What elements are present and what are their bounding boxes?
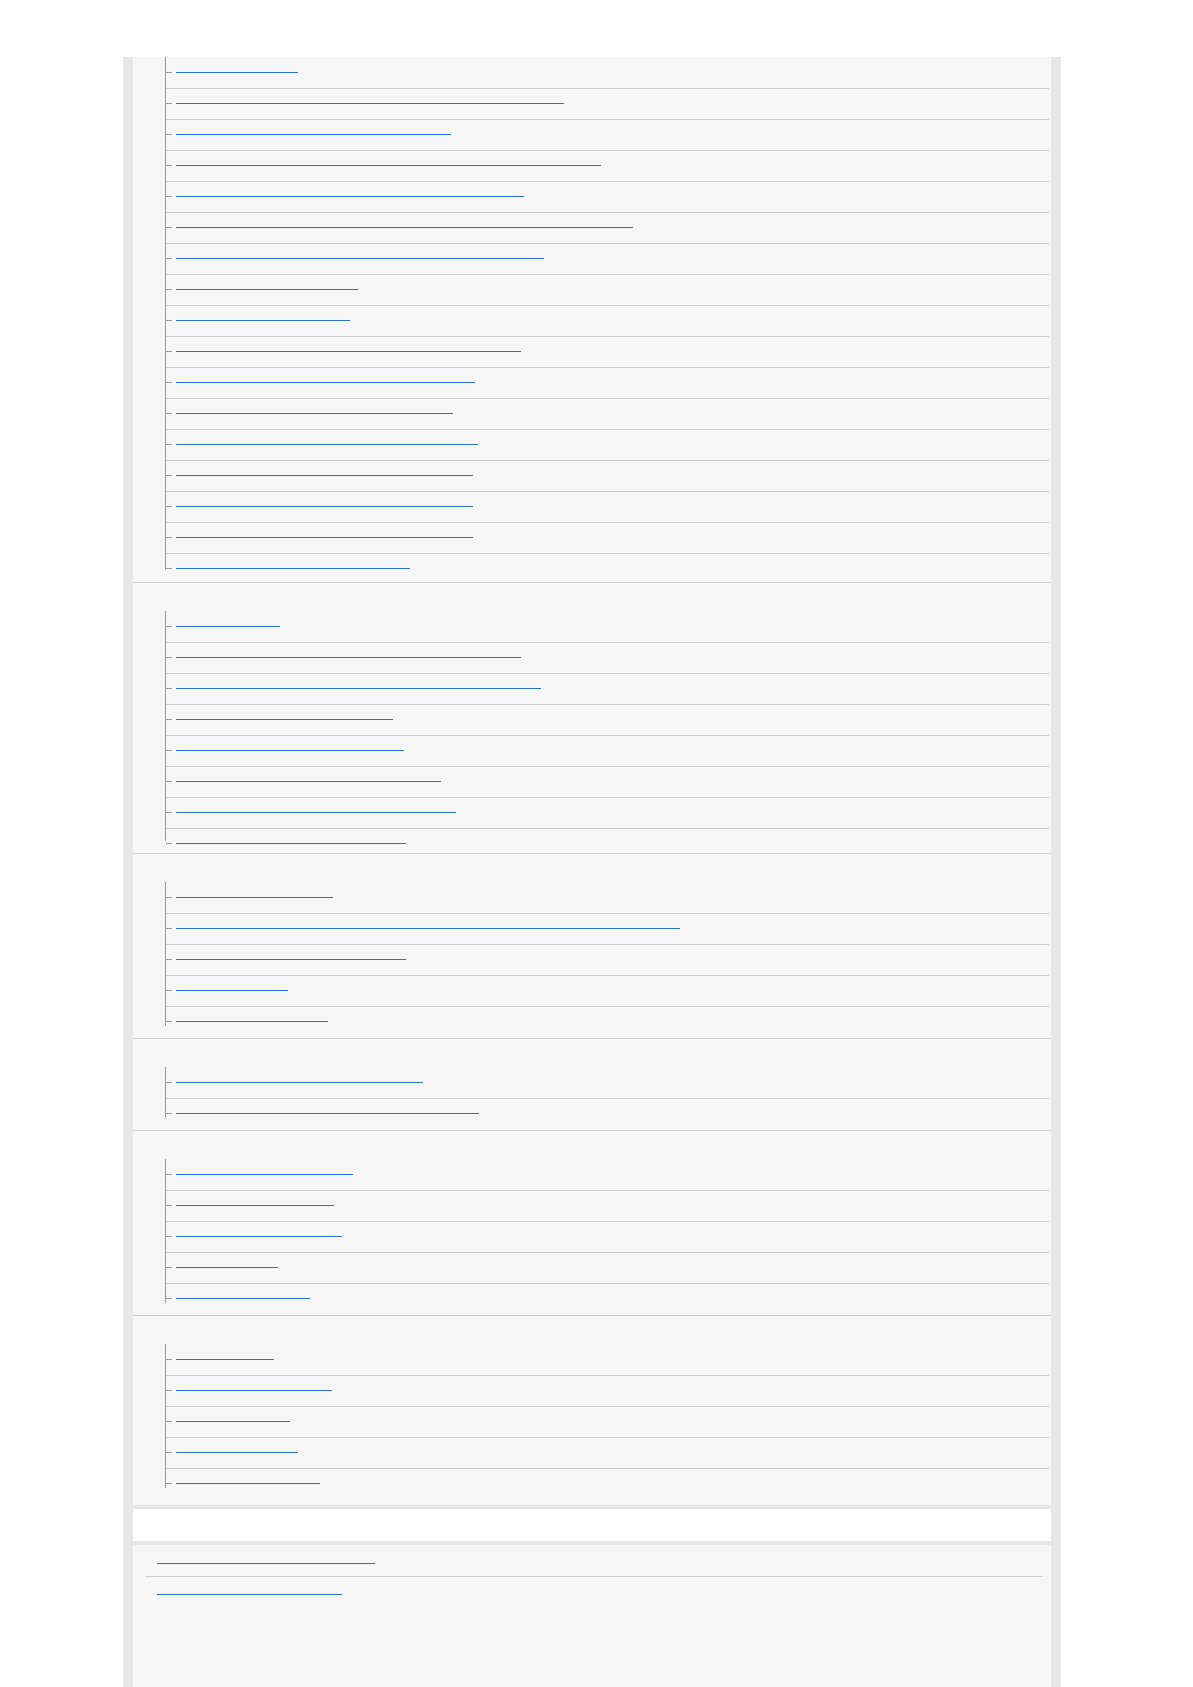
toc-link[interactable]	[176, 804, 456, 813]
table-of-contents	[133, 57, 1051, 1505]
section-divider	[133, 1509, 1051, 1541]
toc-item	[166, 1437, 1049, 1469]
toc-link[interactable]	[176, 889, 333, 898]
toc-link[interactable]	[176, 982, 288, 991]
toc-tree	[165, 1344, 1049, 1488]
toc-item	[166, 913, 1049, 945]
toc-link[interactable]	[176, 1197, 334, 1206]
toc-link[interactable]	[176, 1444, 298, 1453]
toc-link[interactable]	[176, 1105, 479, 1114]
toc-group	[133, 1131, 1051, 1316]
toc-item	[166, 305, 1049, 337]
toc-link[interactable]	[176, 618, 280, 627]
toc-link[interactable]	[176, 95, 564, 104]
toc-link[interactable]	[176, 126, 451, 135]
toc-group	[133, 57, 1051, 583]
toc-item	[166, 1006, 1049, 1037]
toc-group	[133, 583, 1051, 854]
toc-item	[166, 1468, 1049, 1499]
toc-item	[166, 336, 1049, 368]
toc-link[interactable]	[176, 649, 521, 658]
toc-link[interactable]	[176, 1475, 320, 1484]
toc-group	[133, 854, 1051, 1039]
toc-link[interactable]	[176, 405, 453, 414]
toc-link[interactable]	[176, 64, 298, 73]
toc-item	[166, 522, 1049, 554]
toc-link[interactable]	[176, 1351, 274, 1360]
toc-link[interactable]	[176, 1013, 328, 1022]
toc-link[interactable]	[176, 343, 521, 352]
toc-link[interactable]	[176, 680, 541, 689]
footer-link[interactable]	[157, 1586, 342, 1595]
toc-link[interactable]	[176, 188, 524, 197]
toc-link[interactable]	[176, 529, 473, 538]
toc-tree	[165, 1067, 1049, 1118]
toc-link[interactable]	[176, 1382, 332, 1391]
toc-item	[166, 88, 1049, 120]
toc-link[interactable]	[176, 835, 406, 844]
toc-item	[166, 150, 1049, 182]
toc-link[interactable]	[176, 1259, 278, 1268]
toc-item	[166, 553, 1049, 584]
toc-item	[166, 1221, 1049, 1253]
toc-item	[166, 1406, 1049, 1438]
toc-link[interactable]	[176, 498, 473, 507]
toc-link[interactable]	[176, 467, 473, 476]
toc-item	[166, 766, 1049, 798]
toc-item	[166, 1190, 1049, 1222]
toc-item	[166, 673, 1049, 705]
document-page	[123, 57, 1061, 1687]
toc-link[interactable]	[176, 1166, 353, 1175]
toc-item	[166, 882, 1049, 914]
toc-item	[166, 1252, 1049, 1284]
toc-item	[166, 274, 1049, 306]
toc-link[interactable]	[176, 1413, 290, 1422]
footer-link[interactable]	[157, 1555, 375, 1564]
toc-item	[166, 1159, 1049, 1191]
toc-item	[166, 491, 1049, 523]
toc-group	[133, 1316, 1051, 1500]
toc-item	[166, 797, 1049, 829]
toc-link[interactable]	[176, 157, 601, 166]
footer-divider	[145, 1576, 1043, 1577]
toc-tree	[165, 57, 1049, 570]
toc-item	[166, 611, 1049, 643]
toc-link[interactable]	[176, 1074, 423, 1083]
toc-link[interactable]	[176, 1228, 342, 1237]
footer-links-panel	[133, 1545, 1051, 1687]
toc-link[interactable]	[176, 281, 358, 290]
toc-link[interactable]	[176, 773, 441, 782]
toc-link[interactable]	[176, 312, 350, 321]
toc-item	[166, 367, 1049, 399]
toc-item	[166, 212, 1049, 244]
toc-tree	[165, 611, 1049, 841]
toc-item	[166, 57, 1049, 89]
toc-link[interactable]	[176, 436, 478, 445]
toc-item	[166, 243, 1049, 275]
toc-item	[166, 460, 1049, 492]
toc-item	[166, 1283, 1049, 1314]
toc-item	[166, 398, 1049, 430]
toc-link[interactable]	[176, 920, 680, 929]
toc-link[interactable]	[176, 951, 406, 960]
toc-item	[166, 975, 1049, 1007]
toc-item	[166, 1344, 1049, 1376]
toc-link[interactable]	[176, 374, 475, 383]
toc-link[interactable]	[176, 711, 393, 720]
toc-link[interactable]	[176, 742, 404, 751]
toc-link[interactable]	[176, 560, 410, 569]
toc-item	[166, 944, 1049, 976]
toc-group	[133, 1039, 1051, 1131]
toc-item	[166, 1067, 1049, 1099]
toc-item	[166, 704, 1049, 736]
toc-item	[166, 1375, 1049, 1407]
toc-link[interactable]	[176, 1290, 310, 1299]
toc-item	[166, 119, 1049, 151]
toc-item	[166, 642, 1049, 674]
toc-link[interactable]	[176, 250, 544, 259]
toc-item	[166, 181, 1049, 213]
toc-item	[166, 735, 1049, 767]
toc-link[interactable]	[176, 219, 633, 228]
toc-tree	[165, 882, 1049, 1026]
toc-item	[166, 429, 1049, 461]
toc-item	[166, 1098, 1049, 1129]
toc-tree	[165, 1159, 1049, 1303]
